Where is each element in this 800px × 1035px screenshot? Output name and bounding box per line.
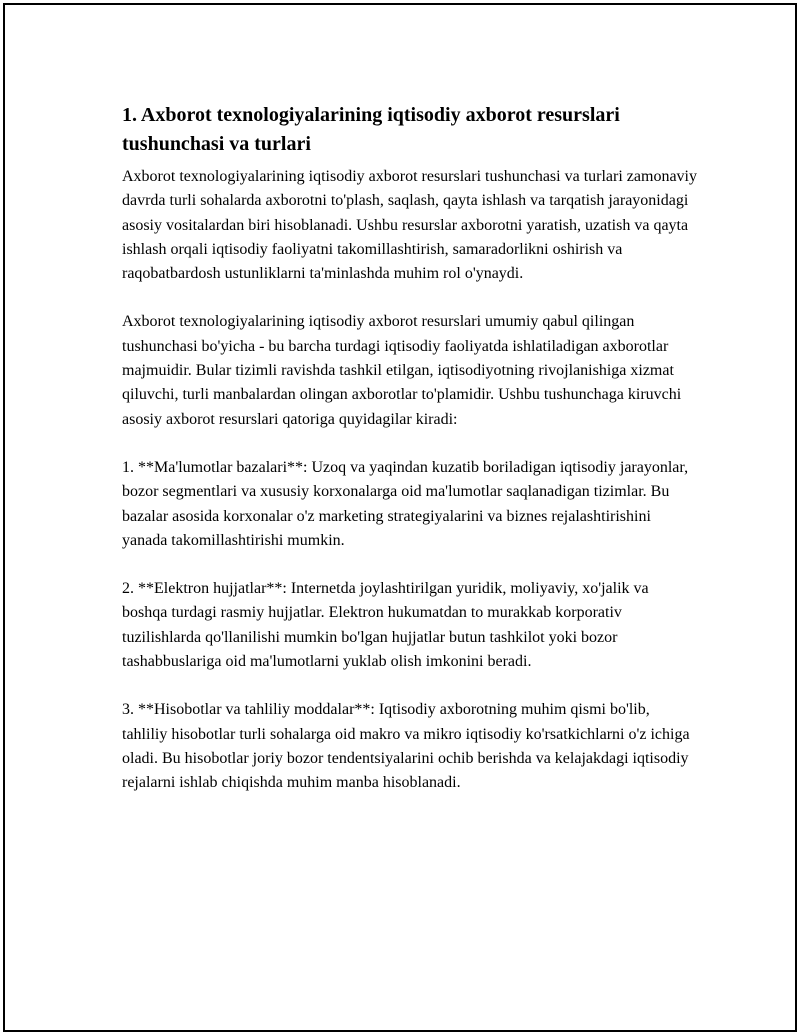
list-item-databases: 1. **Ma'lumotlar bazalari**: Uzoq va yaqindan kuzatib boriladigan iqtisodiy jarayonlar, bozor segmentlari va xususiy korxonalarga oid ma'lumotlar saqlanadigan tizimlar. Bu bazalar asosida korxonalar o'z marketing strategiyalarini va biznes rejalashtirishini yanada takomillashtirishi mumkin. [122, 458, 689, 549]
list-item-electronic-documents: 2. **Elektron hujjatlar**: Internetda joylashtirilgan yuridik, moliyaviy, xo'jalik va boshqa turdagi rasmiy hujjatlar. Elektron hukumatdan to murakkab korporativ tuzilishlarda qo'llanilishi mumkin bo'lgan hujjatlar butun tashkilot yoki bozor tashabbuslariga oid ma'lumotlarni yuklab olish imkonini beradi. [122, 580, 649, 671]
page-frame [3, 3, 797, 1032]
paragraph-intro: Axborot texnologiyalarining iqtisodiy axborot resurslari tushunchasi va turlari zamonaviy davrda turli sohalarda axborotni to'plash, saqlash, qayta ishlash va tarqatish jarayonidagi asosiy vositalardan biri hisoblanadi. Ushbu resurslar axborotni yaratish, uzatish va qayta ishlash orqali iqtisodiy faoliyatni takomillashtirish, samaradorlikni oshirish va raqobatbardosh ustunliklarni ta'minlashda muhim rol o'ynaydi. [122, 168, 697, 283]
section-heading: 1. Axborot texnologiyalarining iqtisodiy axborot resurslari tushunchasi va turlari [122, 104, 620, 155]
list-item-reports: 3. **Hisobotlar va tahliliy moddalar**: Iqtisodiy axborotning muhim qismi bo'lib, tahliliy hisobotlar turli sohalarga oid makro va mikro iqtisodiy ko'rsatkichlarni o'z ichiga oladi. Bu hisobotlar joriy bozor tendentsiyalarini ochib berishda va kelajakdagi iqtisodiy rejalarni ishlab chiqishda muhim manba hisoblanadi. [122, 701, 690, 792]
document-body [122, 101, 697, 820]
paragraph-definition: Axborot texnologiyalarining iqtisodiy axborot resurslari umumiy qabul qilingan tushunchasi bo'yicha - bu barcha turdagi iqtisodiy faoliyatda ishlatiladigan axborotlar majmuidir. Bular tizimli ravishda tashkil etilgan, iqtisodiyotning rivojlanishiga xizmat qiluvchi, turli manbalardan olingan axborotlar to'plamidir. Ushbu tushunchaga kiruvchi asosiy axborot resurslari qatoriga quyidagilar kiradi: [122, 313, 682, 428]
